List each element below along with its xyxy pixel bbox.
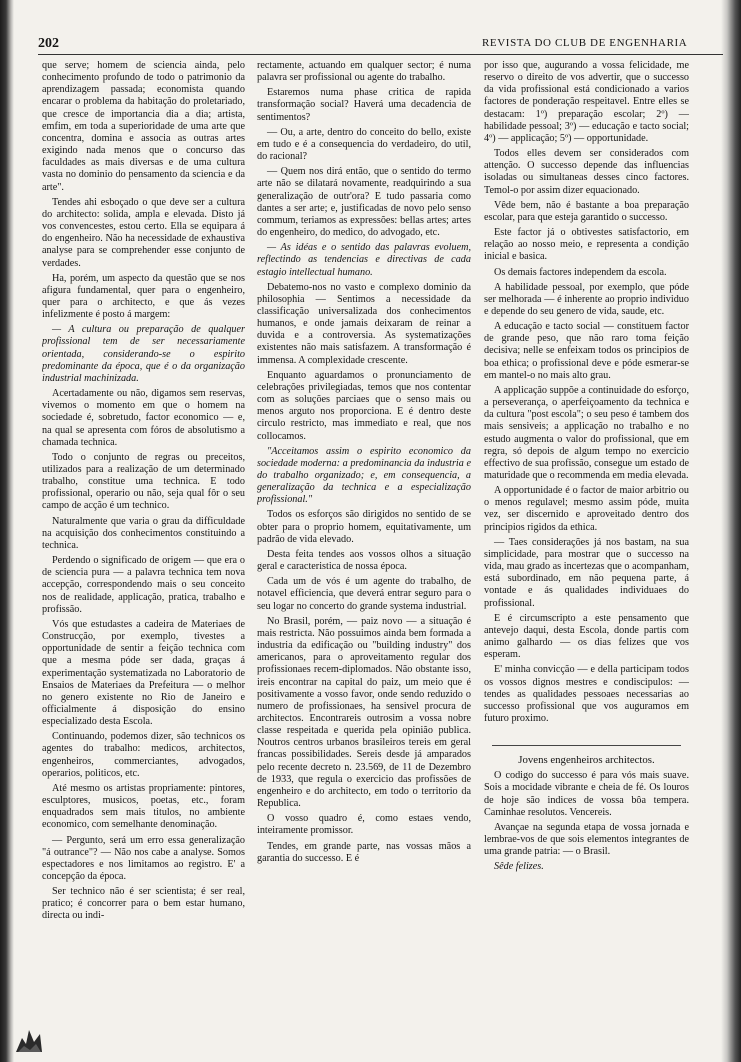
page-right-edge-shadow <box>721 0 741 1062</box>
body-paragraph: que serve; homem de sciencia ainda, pelo conhecimento profundo de todo o patrimonio da aprendizagem passada; economista quando encarar o problema da habitação do proletariado, que cresce de importancia dia a dia; artista, emfim, em toda a superioridade de uma arte que concentra, domina e associa as outras artes exigindo nada menos que o concurso das faculdades as mais diversas e de uma cultura vasta no dominio do pensamento da sciencia e da arte". <box>42 60 245 193</box>
page-left-edge-shadow <box>0 0 14 1062</box>
body-paragraph: Naturalmente que varia o grau da difficuldade na acquisição dos conhecimentos constituindo a technica. <box>42 515 245 551</box>
body-paragraph: Acertadamente ou não, digamos sem reservas, vivemos o momento em que o homem na sociedade é, sobretudo, factor economico — e, na qual se apresenta com fóros de absolutismo a chamada technica. <box>42 388 245 448</box>
body-paragraph: rectamente, actuando em qualquer sector; é numa palavra ser profissional ou agente do trabalho. <box>257 60 471 84</box>
body-paragraph: Este factor já o obtivestes satisfactorio, em relação ao nosso meio, e representa a condição inicial e basica. <box>484 227 689 263</box>
body-paragraph: — Ou, a arte, dentro do conceito do bello, existe em tudo e é a consequencia do verdadeiro, do util, do racional? <box>257 126 471 163</box>
body-paragraph: Vêde bem, não é bastante a boa preparação escolar, para que esteja garantido o successo. <box>484 199 689 223</box>
section-divider <box>492 745 681 746</box>
body-paragraph: Perdendo o significado de origem — que era o de sciencia pura — a palavra technica tem nova accepção, correspondendo mais o seu conceito nos de realidade, applicação, pratica, trabalho e profissão. <box>42 555 245 615</box>
body-paragraph: — Pergunto, será um erro essa generalização "á outrance"? — Não nos cabe a analyse. Somos espectadores e nos limitamos ao registro. E' a concepção da época. <box>42 834 245 882</box>
body-paragraph: — Taes considerações já nos bastam, na sua simplicidade, para mostrar que o successo na vida, mau grado as incertezas que o acompanham, está subordinado, em não pequena parte, á vontade e ás qualidades individuaes do profissional. <box>484 536 689 609</box>
body-paragraph: Vós que estudastes a cadeira de Materiaes de Construcção, por exemplo, tivestes a opportunidade de sentir a feição technica com que a mesma póde ser dada, graças á experimentação systematizada no Laboratorio de Ensaios de Materiaes da Prefeitura — o melhor no genero existente no Rio de Janeiro e officialmente á disposição do ensino especializado desta Escola. <box>42 618 245 728</box>
column-3-body <box>484 60 689 725</box>
body-paragraph: No Brasil, porém, — paiz novo — a situação é mais restricta. Não possuimos ainda bem formada a industria da edificação ou "building industry" dos americanos, para o aproveitamento regular dos profissionaes recem-diplomados. Não obstante isso, ireis encontrar na capital do paiz, um meio que é positivamente a vosso favor, onde sendo reduzido o numero de profissionaes, ha sensivel procura de architectos. Encontrareis outrosim a vossa nobre classe respeitada e querida pela opinião publica. Noutros centros urbanos brasileiros tereis em geral francas possibilidades. Sereis desde já amparados pelo recente decreto n. 23.569, de 11 de Dezembro de 1933, que regula o exercicio das profissões de engenheiro e do architecto, em todo o territorio da Republica. <box>257 615 471 810</box>
body-paragraph: Ser technico não é ser scientista; é ser real, pratico; é concorrer para o bem estar humano, directa ou indi- <box>42 886 245 922</box>
text-column-3 <box>484 60 689 1050</box>
body-paragraph: Todos elles devem ser considerados com attenção. O successo depende das influencias isoladas ou simultaneas desses cinco factores. Temol-o por assim dizer equacionado. <box>484 148 689 196</box>
body-paragraph: Ha, porém, um aspecto da questão que se nos afigura fundamental, quer para o engenheiro, quer para o architecto, e que ás vezes infelizmente é posto á margem: <box>42 272 245 321</box>
closing-section-title: Jovens engenheiros architectos. <box>518 754 655 767</box>
page-number: 202 <box>38 36 59 51</box>
body-paragraph: Enquanto aguardamos o pronunciamento de celebrações privilegiadas, temos que nos contentar com as soluções parciaes que o senso mais ou menos arguto nos proporciona. E é dentro deste circulo restricto, mas immediato e real, que nos collocamos. <box>257 369 471 442</box>
body-paragraph: O vosso quadro é, como estaes vendo, inteiramente promissor. <box>257 813 471 837</box>
text-column-1 <box>42 60 245 1050</box>
body-paragraph: A applicação suppõe a continuidade do esforço, a perseverança, o aperfeiçoamento da technica e da cultura "post escola"; o seu peso é tambem dos mais sensiveis; a applicação no trabalho e no estudo augmenta o valor do profissional, que em regra, só depois de algum tempo no exercicio effectivo de sua profissão, consegue um estado de maturidade que o recommenda em media elevada. <box>484 384 689 481</box>
body-paragraph: Tendes, em grande parte, nas vossas mãos a garantia do successo. E é <box>257 840 471 864</box>
body-paragraph: — A cultura ou preparação de qualquer profissional tem de ser necessariamente orientada, considerando-se o espirito predominante da época, que é o da organização industrial machinizada. <box>42 324 245 384</box>
body-paragraph: Até mesmo os artistas propriamente: pintores, esculptores, musicos, poetas, etc., foram enquadrados sem mais titulos, no ambiente economico, com semelhante denominação. <box>42 782 245 831</box>
running-head: REVISTA DO CLUB DE ENGENHARIA <box>482 37 688 49</box>
closing-signoff: Sêde felizes. <box>494 861 544 873</box>
body-paragraph: Todo o conjunto de regras ou preceitos, utilizados para a realização de um determinado trabalho, constitue uma technica. E todo profissional, operario ou não, seja qual fôr o seu campo de acção é um technico. <box>42 451 245 512</box>
body-paragraph: Continuando, podemos dizer, são technicos os agentes do trabalho: medicos, architectos, engenheiros, commerciantes, advogados, operarios, politicos, etc. <box>42 731 245 779</box>
closing-paragraph: Avançae na segunda etapa de vossa jornada e lembrae-vos de que sois elementos integrantes de uma grande patria: — o Brasil. <box>484 821 689 858</box>
body-paragraph: E' minha convicção — e della participam todos os vossos dignos mestres e condiscipulos: — tendes as qualidades pessoaes necessarias ao successo profissional que vos auguramos em futuro proximo. <box>484 664 689 724</box>
body-paragraph: A educação e tacto social — constituem factor de grande peso, que não raro toma feição decisiva; nelle se enfeixam todos os principios de boa ethica; o profissional deve e póde esmerar-se em mantel-o no mais alto grau. <box>484 321 689 381</box>
body-paragraph: Os demais factores independem da escola. <box>494 266 667 278</box>
body-paragraph: — Quem nos dirá então, que o sentido do termo arte não se dilatará novamente, readquirindo a sua generalização de outr'ora? E tudo passaria como dantes a ser arte; e, justificadas de novo pelo senso commum, teriamos as expressões: bellas artes; artes do engenheiro, do medico, do advogado, etc. <box>257 166 471 239</box>
text-column-2 <box>257 60 471 1050</box>
torn-corner-mark-icon <box>14 1016 44 1054</box>
body-paragraph: Debatemo-nos no vasto e complexo dominio da philosophia — Sentimos a necessidade da classificação universalizada dos conhecimentos humanos, e onde jamais deixaram de reinar a duvida e a controversia. As systematizações existentes não mais satisfazem. A transformação é immensa. A complexidade crescente. <box>257 281 471 366</box>
body-paragraph: Todos os esforços são dirigidos no sentido de se obter para o proprio homem, equitativamente, um padrão de vida elevado. <box>257 509 471 545</box>
body-paragraph: "Acceitamos assim o espirito economico da sociedade moderna: a predominancia da industria e do trabalho organizado; e, em consequencia, a generalização da technica e a especialização profissional." <box>257 445 471 506</box>
body-paragraph: Estaremos numa phase critica de rapida transformação social? Haverá uma decadencia de sentimentos? <box>257 87 471 123</box>
body-paragraph: Tendes ahi esboçado o que deve ser a cultura do architecto: solida, ampla e elevada. Disto já vos convencestes, estou certo. Ella se equipara á do engenheiro. Não ha necessidade de exhaustiva analyse para se comprehender esse conjunto de verdades. <box>42 196 245 269</box>
body-paragraph: por isso que, augurando a vossa felicidade, me reservo o direito de vos advertir, que o successo da vida profissional está condicionado a varios factores de ponderação respeitavel. Entre elles se destacam: 1º) preparação escolar; 2º) — habilidade pessoal; 3º) — educação e tacto social; 4º) — applicação; 5º) — opportunidade. <box>484 60 689 144</box>
body-paragraph: — As idéas e o sentido das palavras evoluem, reflectindo as tendencias e directivas de cada estagio intellectual humano. <box>257 242 471 278</box>
body-paragraph: A opportunidade é o factor de maior arbitrio ou o menos regulavel; mesmo assim póde, muita vez, ser discernido e aproveitado dentro dos principios rigidos da ethica. <box>484 485 689 533</box>
closing-paragraph: O codigo do successo é para vós mais suave. Sois a mocidade vibrante e cheia de fé. Os louros de hoje são indices de vossa bôa tempera. Caminhae resolutos. Vencereis. <box>484 770 689 818</box>
body-paragraph: Desta feita tendes aos vossos olhos a situação geral e caracteristica de nossa época. <box>257 548 471 573</box>
body-paragraph: E é circumscripto a este pensamento que antevejo daqui, desta Escola, donde partis com animo galhardo — os dias felizes que vos esperam. <box>484 612 689 661</box>
body-paragraph: A habilidade pessoal, por exemplo, que póde ser melhorada — é inherente ao proprio individuo e depende do seu genero de vida, saude, etc. <box>484 281 689 317</box>
header-rule <box>38 54 723 55</box>
body-paragraph: Cada um de vós é um agente do trabalho, de notavel efficiencia, que deverá entrar seguro para o seu logar no concerto do grande systema industrial. <box>257 576 471 612</box>
